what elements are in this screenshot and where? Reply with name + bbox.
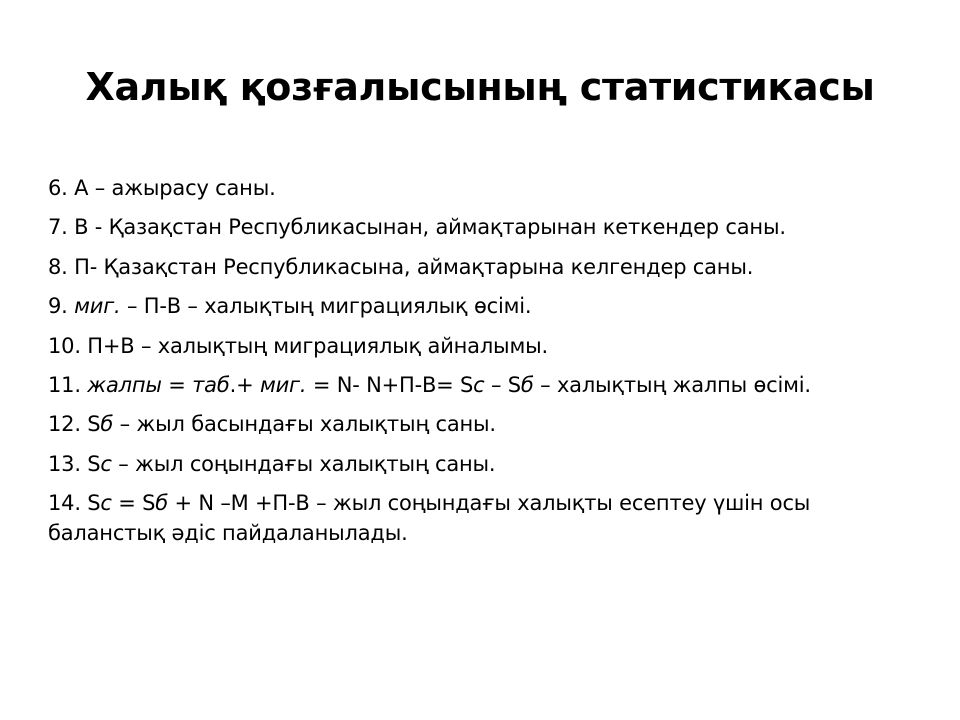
text-segment: = S xyxy=(111,491,156,516)
list-item xyxy=(48,253,908,282)
list-item xyxy=(48,371,908,400)
italic-text-segment: б xyxy=(100,412,114,437)
text-segment: 12. S xyxy=(48,412,101,437)
italic-text-segment: миг. xyxy=(74,294,121,319)
italic-text-segment: б xyxy=(155,491,169,516)
text-segment: 6. А – ажырасу саны. xyxy=(48,176,276,200)
text-segment: 10. П+В – халықтың миграциялық айналымы. xyxy=(48,333,548,358)
text-segment: 7. В - Қазақстан Республикасынан, аймақтарынан кеткендер саны. xyxy=(48,215,786,240)
text-segment: – S xyxy=(484,372,521,397)
list-item xyxy=(48,450,908,479)
text-segment: 13. S xyxy=(48,451,101,476)
list-item xyxy=(48,174,908,203)
list-item xyxy=(48,332,908,361)
body-text-list xyxy=(48,174,908,548)
list-item xyxy=(48,213,908,242)
italic-text-segment: б xyxy=(520,372,534,397)
list-item xyxy=(48,292,908,321)
italic-text-segment: с xyxy=(100,491,112,516)
text-segment: .+ xyxy=(229,372,260,397)
text-segment: = N- N+П-В= S xyxy=(306,372,474,397)
italic-text-segment: жалпы = таб xyxy=(87,372,230,397)
text-segment: + N –M +П-В – жыл соңындағы халықты есептеу үшін осы баланстық әдіс пайдаланылады. xyxy=(48,491,811,545)
text-segment: – жыл басындағы халықтың саны. xyxy=(113,412,496,437)
italic-text-segment: миг. xyxy=(259,372,307,397)
text-segment: 14. S xyxy=(48,491,101,516)
text-segment: – П-В – халықтың миграциялық өсімі. xyxy=(120,294,532,319)
list-item xyxy=(48,410,908,439)
text-segment: 11. xyxy=(48,372,88,397)
list-item xyxy=(48,489,908,548)
text-segment: 8. П- Қазақстан Республикасына, аймақтарына келгендер саны. xyxy=(48,254,754,279)
italic-text-segment: с xyxy=(100,451,112,476)
slide-title: Халық қозғалысының статистикасы xyxy=(85,65,875,109)
text-segment: – халықтың жалпы өсімі. xyxy=(533,372,811,397)
italic-text-segment: с xyxy=(473,372,485,397)
text-segment: 9. xyxy=(48,294,75,319)
text-segment: – жыл соңындағы халықтың саны. xyxy=(111,451,496,476)
